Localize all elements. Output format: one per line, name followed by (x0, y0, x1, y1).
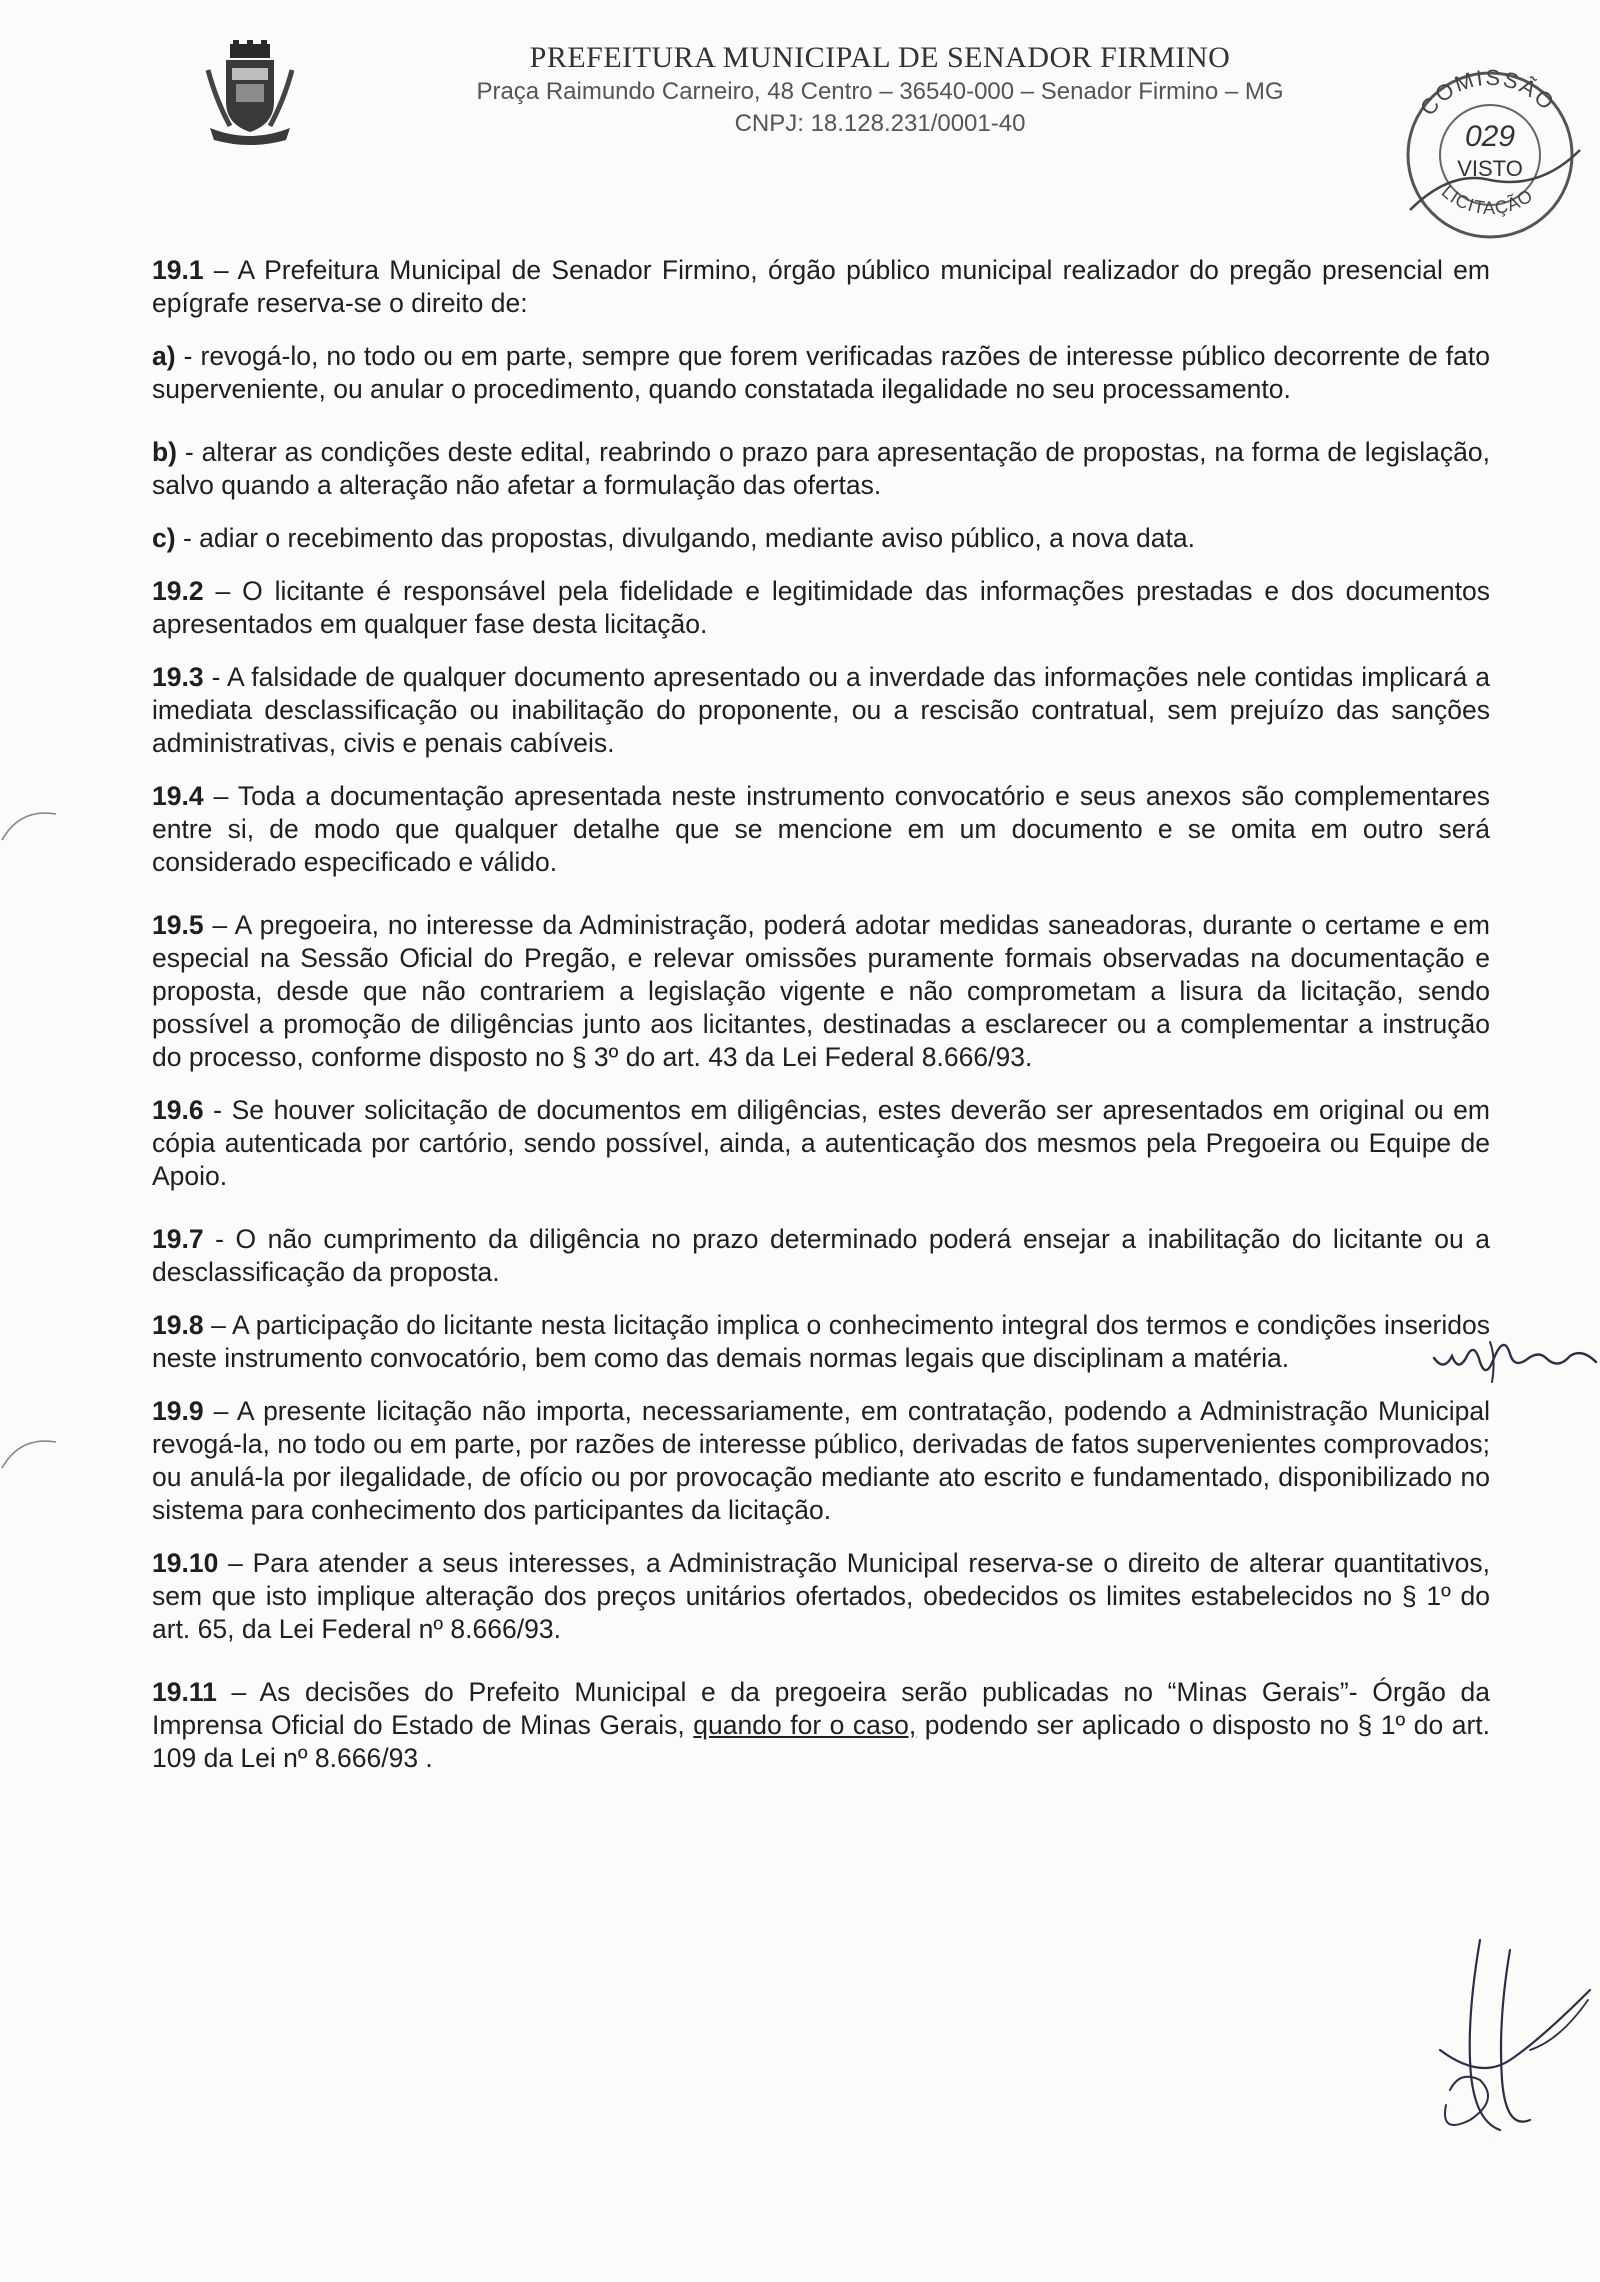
scan-hole-mark (0, 1432, 60, 1472)
letterhead-address: Praça Raimundo Carneiro, 48 Centro – 36540-000 – Senador Firmino – MG (476, 78, 1284, 105)
clause-number: 19.4 (152, 781, 204, 811)
paragraph (152, 340, 1490, 406)
clause-number: 19.8 (152, 1310, 204, 1340)
stamp-middle-text: VISTO (1457, 156, 1523, 181)
paragraph (152, 436, 1490, 502)
document-body (152, 254, 1490, 1795)
paragraph (152, 1676, 1490, 1775)
paragraph (152, 1547, 1490, 1646)
commission-stamp (1390, 60, 1590, 250)
clause-number: 19.1 (152, 255, 204, 285)
clause-number: 19.9 (152, 1396, 204, 1426)
clause-number: a) (152, 341, 176, 371)
clause-number: b) (152, 437, 178, 467)
clause-number: 19.11 (152, 1677, 217, 1707)
letterhead-cnpj: CNPJ: 18.128.231/0001-40 (734, 110, 1026, 137)
svg-text:COMISSÃO (1415, 65, 1560, 121)
stamp-bottom-text: LICITAÇÃO (1437, 181, 1537, 218)
handwritten-rubric (1430, 1328, 1600, 1388)
clause-text: - O não cumprimento da diligência no prazo determinado poderá ensejar a inabilitação do licitante ou a desclassificação da proposta. (152, 1224, 1490, 1287)
scan-hole-mark (0, 804, 60, 844)
clause-text: – A Prefeitura Municipal de Senador Firmino, órgão público municipal realizador do pregão presencial em epígrafe reserva-se o direito de: (152, 255, 1490, 318)
clause-number: 19.7 (152, 1224, 204, 1254)
clause-number: 19.2 (152, 576, 204, 606)
clause-text: – As decisões do Prefeito Municipal e da pregoeira serão publicadas no “Minas Gerais”- Órgão da Imprensa Oficial do Estado de Minas Gerais, (152, 1677, 1490, 1740)
paragraph (152, 1094, 1490, 1193)
clause-text: - adiar o recebimento das propostas, divulgando, mediante aviso público, a nova data. (175, 523, 1195, 553)
clause-text: - alterar as condições deste edital, reabrindo o prazo para apresentação de propostas, na forma de legislação, salvo quando a alteração não afetar a formulação das ofertas. (152, 437, 1490, 500)
clause-number: 19.5 (152, 910, 204, 940)
paragraph (152, 780, 1490, 879)
letterhead-title: PREFEITURA MUNICIPAL DE SENADOR FIRMINO (529, 41, 1231, 74)
clause-number: c) (152, 523, 176, 553)
stamp-number: 029 (1464, 120, 1516, 153)
clause-text: podendo ser aplicado o disposto no § 1º do art. 109 da Lei nº 8.666/93 . (152, 1710, 1490, 1773)
clause-text: – A presente licitação não importa, necessariamente, em contratação, podendo a Administração Municipal revogá-la, no todo ou em parte, por razões de interesse público, derivadas de fatos supervenientes comprovados; ou anulá-la por ilegalidade, de ofício ou por provocação mediante ato escrito e fundamentado, disponibilizado no sistema para conhecimento dos participantes da licitação. (152, 1396, 1490, 1525)
clause-number: 19.6 (152, 1095, 204, 1125)
letterhead (380, 40, 1380, 140)
municipal-crest-logo (200, 40, 300, 148)
clause-text: - revogá-lo, no todo ou em parte, sempre que forem verificadas razões de interesse público decorrente de fato superveniente, ou anular o procedimento, quando constatada ilegalidade no seu processamento. (152, 341, 1490, 404)
paragraph (152, 254, 1490, 320)
paragraph (152, 1395, 1490, 1527)
clause-text: – A participação do licitante nesta licitação implica o conhecimento integral dos termos e condições inseridos neste instrumento convocatório, bem como das demais normas legais que disciplinam a matéria. (152, 1310, 1490, 1373)
handwritten-signature (1410, 1930, 1600, 2170)
clause-text: - Se houver solicitação de documentos em diligências, estes deverão ser apresentados em original ou em cópia autenticada por cartório, sendo possível, ainda, a autenticação dos mesmos pela Pregoeira ou Equipe de Apoio. (152, 1095, 1490, 1191)
paragraph (152, 522, 1490, 555)
clause-number: 19.10 (152, 1548, 219, 1578)
clause-number: 19.3 (152, 662, 204, 692)
clause-text: – Para atender a seus interesses, a Administração Municipal reserva-se o direito de alterar quantitativos, sem que isto implique alteração dos preços unitários ofertados, obedecidos os limites estabelecidos no § 1º do art. 65, da Lei Federal nº 8.666/93. (152, 1548, 1490, 1644)
svg-text:LICITAÇÃO (1438, 181, 1537, 218)
paragraph (152, 575, 1490, 641)
clause-text: – O licitante é responsável pela fidelidade e legitimidade das informações prestadas e dos documentos apresentados em qualquer fase desta licitação. (152, 576, 1490, 639)
paragraph (152, 661, 1490, 760)
paragraph (152, 1223, 1490, 1289)
clause-text: – Toda a documentação apresentada neste instrumento convocatório e seus anexos são complementares entre si, de modo que qualquer detalhe que se mencione em um documento e se omita em outro será considerado especificado e válido. (152, 781, 1490, 877)
paragraph (152, 1309, 1490, 1375)
underlined-text: quando for o caso, (693, 1710, 917, 1740)
clause-text: - A falsidade de qualquer documento apresentado ou a inverdade das informações nele contidas implicará a imediata desclassificação ou inabilitação do proponente, ou a rescisão contratual, sem prejuízo das sanções administrativas, civis e penais cabíveis. (152, 662, 1490, 758)
stamp-top-text: COMISSÃO (1415, 64, 1561, 121)
clause-text: – A pregoeira, no interesse da Administração, poderá adotar medidas saneadoras, durante o certame e em especial na Sessão Oficial do Pregão, e relevar omissões puramente formais observadas na documentação e proposta, desde que não contrariem a legislação vigente e não comprometam a lisura da licitação, sendo possível a promoção de diligências junto aos licitantes, destinadas a esclarecer ou a complementar a instrução do processo, conforme disposto no § 3º do art. 43 da Lei Federal 8.666/93. (152, 910, 1490, 1072)
paragraph (152, 909, 1490, 1074)
